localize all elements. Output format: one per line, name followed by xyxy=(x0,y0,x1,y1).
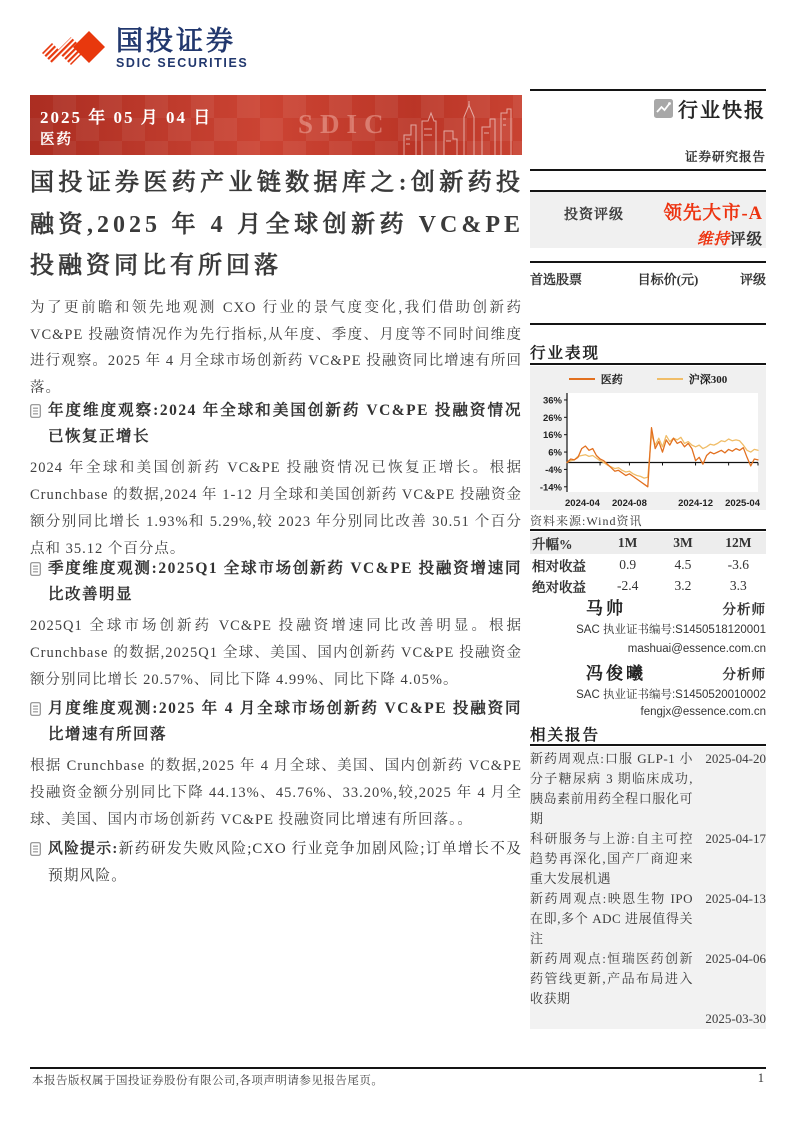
footer-disclaimer: 本报告版权属于国投证券股份有限公司,各项声明请参见报告尾页。 xyxy=(32,1075,384,1087)
stock-col-header: 目标价(元) xyxy=(637,272,699,287)
stock-col-header: 评级 xyxy=(739,272,766,287)
report-date: 2025 年 05 月 04 日 xyxy=(40,108,213,127)
report-type-header xyxy=(530,94,766,123)
section-heading: 季度维度观测:2025Q1 全球市场创新药 VC&PE 投融资增速同比改善明显 xyxy=(48,560,522,603)
report-item-title[interactable]: 科研服务与上游:自主可控趋势再深化,国产厂商迎来重大发展机遇 xyxy=(530,831,693,886)
section-quarterly xyxy=(30,556,522,694)
analyst-email[interactable]: fengjx@essence.com.cn xyxy=(640,706,766,718)
analyst-row xyxy=(530,659,766,684)
analyst-sac: SAC 执业证书编号:S1450520010002 xyxy=(576,689,766,701)
report-item-date: 2025-04-20 xyxy=(705,751,766,766)
returns-header: 12M xyxy=(725,535,752,550)
returns-cell: 相对收益 xyxy=(532,558,586,574)
section-body: 2024 年全球和美国创新药 VC&PE 投融资情况已恢复正增长。根据 Crunchbase 的数据,2024 年 1-12 月全球和美国创新药 VC&PE 投融资金额分别同比增长 1.93%和 5.29%,较 2023 年分别同比改善 30.51 个百分点和 35.12 个百分点。 xyxy=(30,460,522,557)
rating-maintain-suffix: 评级 xyxy=(729,231,763,248)
logo-en-text: SDIC SECURITIES xyxy=(116,56,249,70)
returns-cell: 0.9 xyxy=(619,556,637,572)
divider xyxy=(530,169,766,171)
related-reports-title: 相关报告 xyxy=(530,727,601,744)
chart-legend xyxy=(534,370,762,388)
returns-cell: -2.4 xyxy=(616,577,639,593)
legend-swatch xyxy=(657,378,683,380)
company-logo xyxy=(40,26,248,70)
line-chart xyxy=(534,388,762,510)
returns-row xyxy=(530,554,766,575)
report-item-date: 2025-04-06 xyxy=(705,951,766,966)
svg-text:2024-08: 2024-08 xyxy=(612,498,647,509)
report-item-date: 2025-04-17 xyxy=(705,831,766,846)
analyst-name: 马帅 xyxy=(586,599,626,618)
report-item-date: 2025-04-13 xyxy=(705,891,766,906)
analyst-name: 冯俊曦 xyxy=(586,664,646,683)
svg-text:2024-12: 2024-12 xyxy=(678,498,713,509)
section-heading: 年度维度观察:2024 年全球和美国创新药 VC&PE 投融资情况已恢复正增长 xyxy=(48,402,522,445)
intro-paragraph: 为了更前瞻和领先地观测 CXO 行业的景气度变化,我们借助创新药 VC&PE 投融资情况作为先行指标,从年度、季度、月度等不同时间维度进行观察。2025 年 4 月全球市场创新药 VC&PE 投融资同比增速有所回落。 xyxy=(30,300,522,396)
returns-cell: 4.5 xyxy=(674,556,692,572)
divider xyxy=(530,744,766,746)
rating-maintain: 维持 xyxy=(696,231,730,248)
logo-cn-text: 国投证券 xyxy=(116,26,236,56)
returns-cell: 绝对收益 xyxy=(532,579,586,595)
section-monthly xyxy=(30,696,522,834)
risk-body: 新药研发失败风险;CXO 行业竞争加剧风险;订单增长不及预期风险。 xyxy=(48,841,522,884)
svg-text:26%: 26% xyxy=(542,412,562,424)
skyline-icon xyxy=(398,101,518,155)
preferred-stock-table xyxy=(530,261,766,325)
performance-title: 行业表现 xyxy=(530,345,601,362)
svg-text:2025-04: 2025-04 xyxy=(725,498,760,509)
returns-table xyxy=(530,532,766,596)
divider xyxy=(530,89,766,91)
returns-cell: 3.2 xyxy=(674,577,692,593)
svg-text:-4%: -4% xyxy=(545,464,562,476)
report-item-title[interactable]: 新药周观点:恒瑞医药创新药管线更新,产品布局进入收获期 xyxy=(530,951,693,1006)
related-reports-list xyxy=(530,747,766,1029)
divider xyxy=(530,363,766,365)
document-icon xyxy=(30,702,41,716)
document-icon xyxy=(30,404,41,418)
returns-cell: -3.6 xyxy=(727,556,749,572)
analyst-email[interactable]: mashuai@essence.com.cn xyxy=(627,643,766,655)
industry-label: 医药 xyxy=(40,132,73,148)
report-item-title[interactable]: 新药周观点:口服 GLP-1 小分子糖尿病 3 期临床成功,胰岛素前用药全程口服化可期 xyxy=(530,751,693,826)
returns-cell: 3.3 xyxy=(729,577,747,593)
svg-text:36%: 36% xyxy=(542,395,562,407)
related-report-item[interactable] xyxy=(530,889,766,949)
report-item-date: 2025-03-30 xyxy=(705,1011,766,1026)
analyst-sac: SAC 执业证书编号:S1450518120001 xyxy=(576,624,766,636)
section-body: 2025Q1 全球市场创新药 VC&PE 投融资增速同比改善明显。根据 Crunchbase 的数据,2025Q1 全球、美国、国内创新药 VC&PE 投融资金额分别同比增长 20.57%、同比下降 4.99%、同比下降 4.05%。 xyxy=(30,618,522,688)
report-item-title[interactable] xyxy=(530,1009,693,1029)
legend-swatch xyxy=(569,378,595,380)
svg-text:16%: 16% xyxy=(542,430,562,442)
rating-value: 领先大市-A xyxy=(663,204,763,224)
returns-row xyxy=(530,575,766,596)
risk-text xyxy=(48,836,522,890)
red-banner xyxy=(30,95,522,155)
report-type-label: 行业快报 xyxy=(678,100,766,122)
related-report-item[interactable] xyxy=(530,1009,766,1029)
returns-header: 1M xyxy=(617,535,638,550)
section-heading: 月度维度观测:2025 年 4 月全球市场创新药 VC&PE 投融资同比增速有所回落 xyxy=(48,700,522,743)
sdic-watermark: SDIC xyxy=(298,109,391,139)
section-risk xyxy=(30,836,522,890)
trend-chart-icon xyxy=(654,99,673,118)
rating-panel xyxy=(530,190,766,248)
analyst-row xyxy=(530,594,766,619)
report-title: 国投证券医药产业链数据库之:创新药投融资,2025 年 4 月全球创新药 VC&PE 投融资同比有所回落 xyxy=(30,170,524,279)
legend-entry xyxy=(569,371,623,387)
legend-label: 医药 xyxy=(600,374,623,386)
performance-chart xyxy=(530,366,766,510)
related-report-item[interactable] xyxy=(530,949,766,1009)
rating-label: 投资评级 xyxy=(564,208,624,223)
document-icon xyxy=(30,842,41,856)
svg-text:6%: 6% xyxy=(548,447,562,459)
research-report-label: 证券研究报告 xyxy=(684,150,766,164)
legend-entry xyxy=(657,371,728,387)
page-number: 1 xyxy=(757,1071,764,1085)
stock-col-header: 首选股票 xyxy=(530,272,583,287)
analyst-role: 分析师 xyxy=(722,602,766,617)
report-item-title[interactable]: 新药周观点:映恩生物 IPO 在即,多个 ADC 进展值得关注 xyxy=(530,891,693,946)
returns-header-row xyxy=(530,532,766,554)
legend-label: 沪深300 xyxy=(688,374,728,386)
document-icon xyxy=(30,562,41,576)
svg-text:-14%: -14% xyxy=(539,482,562,494)
logo-diamonds-icon xyxy=(40,26,106,70)
section-body: 根据 Crunchbase 的数据,2025 年 4 月全球、美国、国内创新药 VC&PE 投融资金额分别同比下降 44.13%、45.76%、33.20%,较,2025 年 4 月全球、美国、国内市场创新药 VC&PE 投融资同比增速有所回落。。 xyxy=(30,758,522,828)
risk-label: 风险提示: xyxy=(48,841,119,857)
related-report-item[interactable] xyxy=(530,749,766,829)
svg-text:2024-04: 2024-04 xyxy=(565,498,600,509)
returns-header: 升幅% xyxy=(532,537,573,552)
returns-header: 3M xyxy=(673,535,693,550)
chart-source: 资料来源:Wind资讯 xyxy=(530,514,643,528)
footer-divider xyxy=(30,1067,766,1069)
analyst-role: 分析师 xyxy=(722,667,766,682)
related-report-item[interactable] xyxy=(530,829,766,889)
section-annual xyxy=(30,398,522,563)
divider xyxy=(530,529,766,531)
